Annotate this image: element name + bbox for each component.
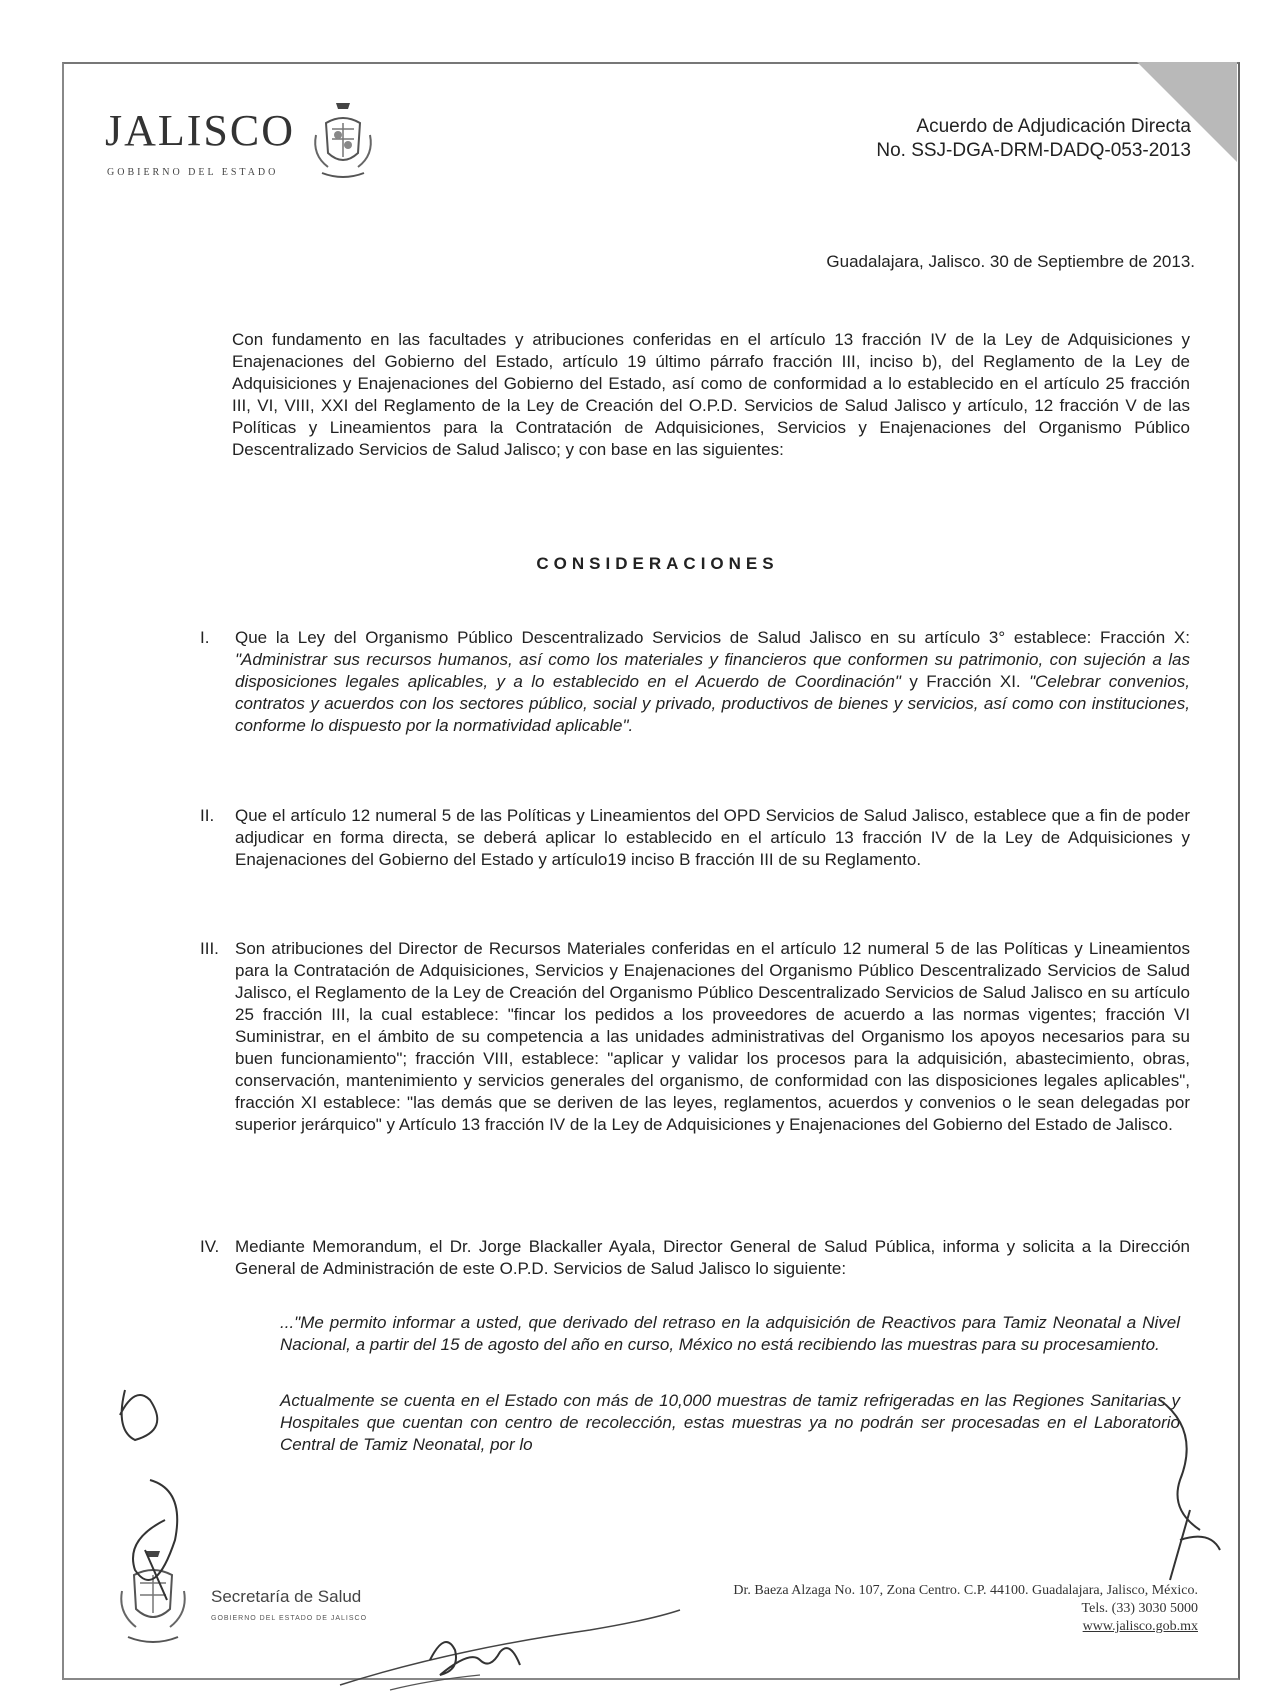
item-number: III. <box>200 939 219 958</box>
logo-subtext: GOBIERNO DEL ESTADO <box>107 167 279 178</box>
consideration-item <box>200 938 1190 1136</box>
consideration-item <box>200 1236 1190 1280</box>
footer-address-block <box>733 1582 1198 1636</box>
document-title <box>876 115 1191 163</box>
item-number: IV. <box>200 1237 220 1256</box>
state-seal-icon <box>308 95 378 185</box>
footer-seal-icon <box>108 1545 198 1655</box>
footer-secretaria-sub: GOBIERNO DEL ESTADO DE JALISCO <box>211 1615 368 1622</box>
item-text <box>235 627 1190 737</box>
title-line-2: No. SSJ-DGA-DRM-DADQ-053-2013 <box>876 140 1191 161</box>
logo-word: JALISCO <box>105 106 296 155</box>
consideration-item <box>200 805 1190 871</box>
item-text-a: Que la Ley del Organismo Público Descentralizado Servicios de Salud Jalisco en su artículo 3° establece: Fracción X: <box>235 628 1190 647</box>
item-text-d: "Celebrar convenios, contratos y acuerdos con los sectores público, social y privado, productivos de bienes y servicios, así como con instituciones, conforme lo dispuesto por la normatividad aplicable". <box>235 672 1190 735</box>
memo-quote-1: ..."Me permito informar a usted, que derivado del retraso en la adquisición de Reactivos para Tamiz Neonatal a Nivel Nacional, a partir del 15 de agosto del año en curso, México no está recibiendo las muestras para su procesamiento. <box>280 1313 1180 1354</box>
footer-address: Dr. Baeza Alzaga No. 107, Zona Centro. C.P. 44100. Guadalajara, Jalisco, México. <box>733 1583 1198 1598</box>
jalisco-logo <box>105 95 385 185</box>
title-line-1: Acuerdo de Adjudicación Directa <box>916 116 1191 137</box>
secretaria-salud-logo <box>108 1545 408 1655</box>
section-heading: CONSIDERACIONES <box>536 554 779 573</box>
footer-phone: Tels. (33) 3030 5000 <box>1081 1601 1198 1616</box>
item-text: Mediante Memorandum, el Dr. Jorge Blackaller Ayala, Director General de Salud Pública, informa y solicita a la Dirección General de Administración de este O.P.D. Servicios de Salud Jalisco lo siguiente: <box>235 1237 1190 1278</box>
consideration-item <box>200 627 1190 737</box>
item-text: Que el artículo 12 numeral 5 de las Políticas y Lineamientos del OPD Servicios de Salud Jalisco, establece que a fin de poder adjudicar en forma directa, se deberá aplicar lo establecido en el artículo 13 fracción IV de la Ley de Adquisiciones y Enajenaciones del Gobierno del Estado y artículo19 inciso B fracción III de su Reglamento. <box>235 806 1190 869</box>
memo-quote-2: Actualmente se cuenta en el Estado con más de 10,000 muestras de tamiz refrigeradas en las Regiones Sanitarias y Hospitales que cuentan con centro de recolección, estas muestras ya no podrán ser procesadas en el Laboratorio Central de Tamiz Neonatal, por lo <box>280 1391 1180 1454</box>
footer-secretaria: Secretaría de Salud <box>211 1587 362 1606</box>
item-number: II. <box>200 806 215 825</box>
item-number: I. <box>200 628 210 647</box>
item-text-c: y Fracción XI. <box>900 672 1030 691</box>
document-date: Guadalajara, Jalisco. 30 de Septiembre de 2013. <box>826 252 1195 271</box>
footer-url: www.jalisco.gob.mx <box>1082 1619 1198 1634</box>
item-text: Son atribuciones del Director de Recursos Materiales conferidas en el artículo 12 numeral 5 de las Políticas y Lineamientos para la Contratación de Adquisiciones, Servicios y Enajenaciones del Organismo Público Descentralizado Servicios de Salud Jalisco, el Reglamento de la Ley de Creación del Organismo Público Descentralizado Servicios de Salud Jalisco en su artículo 25 fracción III, la cual establece: "fincar los pedidos a los proveedores de acuerdo a las normas vigentes; fracción VI Suministrar, en el ámbito de su competencia a las unidades administrativas del Organismo los apoyos necesarios para su buen funcionamiento"; fracción VIII, establece: "aplicar y validar los procesos para la adquisición, abastecimiento, obras, conservación, mantenimiento y servicios generales del organismo, de conformidad con las disposiciones legales aplicables", fracción XI establece: "las demás que se deriven de las leyes, reglamentos, acuerdos y convenios o le sean delegadas por superior jerárquico" y Artículo 13 fracción IV de la Ley de Adquisiciones y Enajenaciones del Gobierno del Estado de Jalisco. <box>235 939 1190 1134</box>
intro-paragraph: Con fundamento en las facultades y atribuciones conferidas en el artículo 13 fracción IV de la Ley de Adquisiciones y Enajenaciones del Gobierno del Estado, artículo 19 último párrafo fracción III, inciso b), del Reglamento de la Ley de Adquisiciones y Enajenaciones del Gobierno del Estado, así como de conformidad a lo establecido en el artículo 25 fracción III, VI, VIII, XXI del Reglamento de la Ley de Creación del O.P.D. Servicios de Salud Jalisco y artículo, 12 fracción V de las Políticas y Lineamientos para la Contratación de Adquisiciones, Servicios y Enajenaciones del Organismo Público Descentralizado Servicios de Salud Jalisco; y con base en las siguientes: <box>232 330 1190 459</box>
item-text-b: "Administrar sus recursos humanos, así como los materiales y financieros que conformen su patrimonio, con sujeción a las disposiciones legales aplicables, y a lo establecido en el Acuerdo de Coordinación" <box>235 650 1190 691</box>
